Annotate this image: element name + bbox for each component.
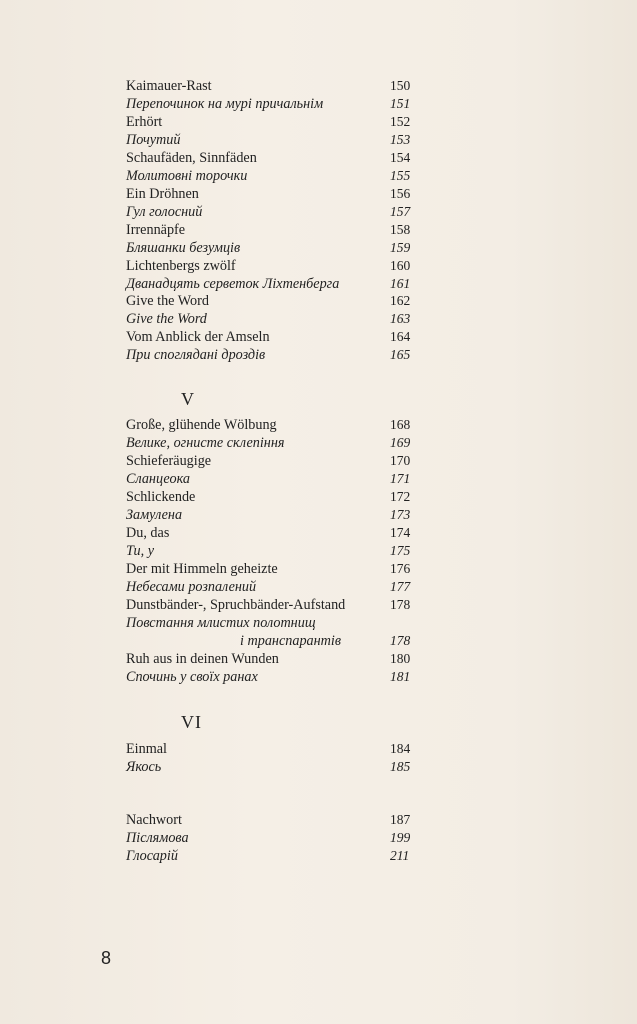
entry-page: 165: [390, 347, 411, 362]
toc-entry: [126, 542, 416, 560]
entry-page: 169: [390, 435, 411, 450]
entry-title: Du, das: [126, 525, 170, 541]
entry-title: Schaufäden, Sinnfäden: [126, 150, 257, 166]
toc-entry: [126, 275, 416, 293]
entry-page: 154: [390, 150, 411, 165]
entry-title: Повстання млистих полотнищ: [126, 615, 316, 631]
toc-entry: [126, 328, 416, 346]
entry-page: 163: [390, 311, 411, 326]
entry-page: 151: [390, 96, 411, 111]
entry-title: Замулена: [126, 507, 183, 523]
toc-entry: [126, 167, 416, 185]
toc-entry: [126, 578, 416, 596]
toc-entry: [126, 292, 416, 310]
entry-title: Nachwort: [126, 812, 182, 828]
toc-entry: [126, 829, 416, 847]
entry-title: Give the Word: [126, 311, 207, 327]
entry-page: 168: [390, 417, 411, 432]
toc-entry: [126, 560, 416, 578]
toc-entry: [126, 596, 416, 614]
toc-entry: [126, 650, 416, 668]
entry-page: 164: [390, 329, 411, 344]
section-heading-vi: VI: [181, 712, 202, 732]
toc-entry: [126, 77, 416, 95]
toc-entry: [126, 239, 416, 257]
toc-entry: [126, 131, 416, 149]
toc-entry: [126, 632, 416, 650]
entry-page: 156: [390, 186, 411, 201]
toc-entry: [126, 257, 416, 275]
entry-title: Dunstbänder-, Spruchbänder-Aufstand: [126, 597, 346, 613]
entry-page: 170: [390, 453, 411, 468]
entry-title: Бляшанки безумців: [126, 240, 241, 256]
entry-title: Велике, огнисте склепіння: [126, 435, 285, 451]
entry-title: Гул голосний: [126, 204, 203, 220]
entry-title: Дванадцять серветок Ліхтенберга: [126, 276, 340, 292]
entry-title: Schlickende: [126, 489, 196, 505]
entry-title: Ein Dröhnen: [126, 186, 199, 202]
entry-page: 171: [390, 471, 411, 486]
entry-page: 158: [390, 222, 411, 237]
entry-page: 152: [390, 114, 411, 129]
entry-page: 150: [390, 78, 411, 93]
entry-title: Ти, у: [126, 543, 155, 559]
entry-title: Ruh aus in deinen Wunden: [126, 651, 279, 667]
toc-entry: [126, 203, 416, 221]
entry-title: При споглядані дроздів: [126, 347, 266, 363]
page-number: 8: [101, 948, 112, 968]
entry-title: і транспарантів: [240, 633, 342, 649]
toc-entry: [126, 847, 416, 865]
toc-entry: [126, 524, 416, 542]
entry-page: 174: [390, 525, 411, 540]
entry-page: 173: [390, 507, 411, 522]
entry-page: 162: [390, 293, 411, 308]
entry-page: 153: [390, 132, 411, 147]
toc-entry: [126, 811, 416, 829]
toc-entry: [126, 470, 416, 488]
toc-entry: [126, 668, 416, 686]
toc-entry: [126, 452, 416, 470]
toc-entry: [126, 346, 416, 364]
entry-page: 177: [390, 579, 411, 594]
entry-page: 172: [390, 489, 411, 504]
entry-title: Перепочинок на мурі причальнім: [126, 96, 324, 112]
toc-entry: [126, 185, 416, 203]
entry-page: 184: [390, 741, 411, 756]
entry-title: Спочинь у своїх ранах: [126, 669, 258, 685]
entry-title: Післямова: [126, 830, 189, 846]
entry-page: 178: [390, 597, 411, 612]
toc-entry: [126, 221, 416, 239]
entry-page: 155: [390, 168, 411, 183]
toc-entry: [126, 149, 416, 167]
entry-page: 161: [390, 276, 411, 291]
toc-entry: [126, 740, 416, 758]
toc-entry: [126, 95, 416, 113]
entry-title: Give the Word: [126, 293, 209, 309]
entry-title: Erhört: [126, 114, 163, 130]
entry-page: 187: [390, 812, 411, 827]
entry-title: Irrennäpfe: [126, 222, 186, 238]
toc-entry: [126, 113, 416, 131]
entry-title: Kaimauer-Rast: [126, 78, 212, 94]
entry-page: 175: [390, 543, 411, 558]
entry-page: 178: [390, 633, 411, 648]
entry-page: 160: [390, 258, 411, 273]
entry-title: Почутий: [126, 132, 181, 148]
entry-page: 157: [390, 204, 411, 219]
entry-title: Молитовні торочки: [126, 168, 248, 184]
section-heading-v: V: [181, 389, 195, 409]
entry-title: Vom Anblick der Amseln: [126, 329, 270, 345]
toc-entry: [126, 506, 416, 524]
entry-page: 181: [390, 669, 411, 684]
entry-page: 180: [390, 651, 411, 666]
toc-entry: [126, 488, 416, 506]
entry-page: 199: [390, 830, 411, 845]
entry-title: Якось: [126, 759, 162, 775]
entry-title: Der mit Himmeln geheizte: [126, 561, 278, 577]
entry-title: Глосарій: [126, 848, 178, 864]
entry-title: Einmal: [126, 741, 167, 757]
toc-entry: [126, 614, 416, 632]
entry-title: Небесами розпалений: [126, 579, 257, 595]
entry-title: Schieferäugige: [126, 453, 212, 469]
entry-page: 159: [390, 240, 411, 255]
toc-entry: [126, 416, 416, 434]
entry-page: 185: [390, 759, 411, 774]
toc-entry: [126, 310, 416, 328]
entry-title: Сланцеока: [126, 471, 190, 487]
toc-entry: [126, 434, 416, 452]
toc-entry: [126, 758, 416, 776]
entry-page: 211: [390, 848, 410, 863]
entry-title: Lichtenbergs zwölf: [126, 258, 236, 274]
entry-page: 176: [390, 561, 411, 576]
entry-title: Große, glühende Wölbung: [126, 417, 277, 433]
